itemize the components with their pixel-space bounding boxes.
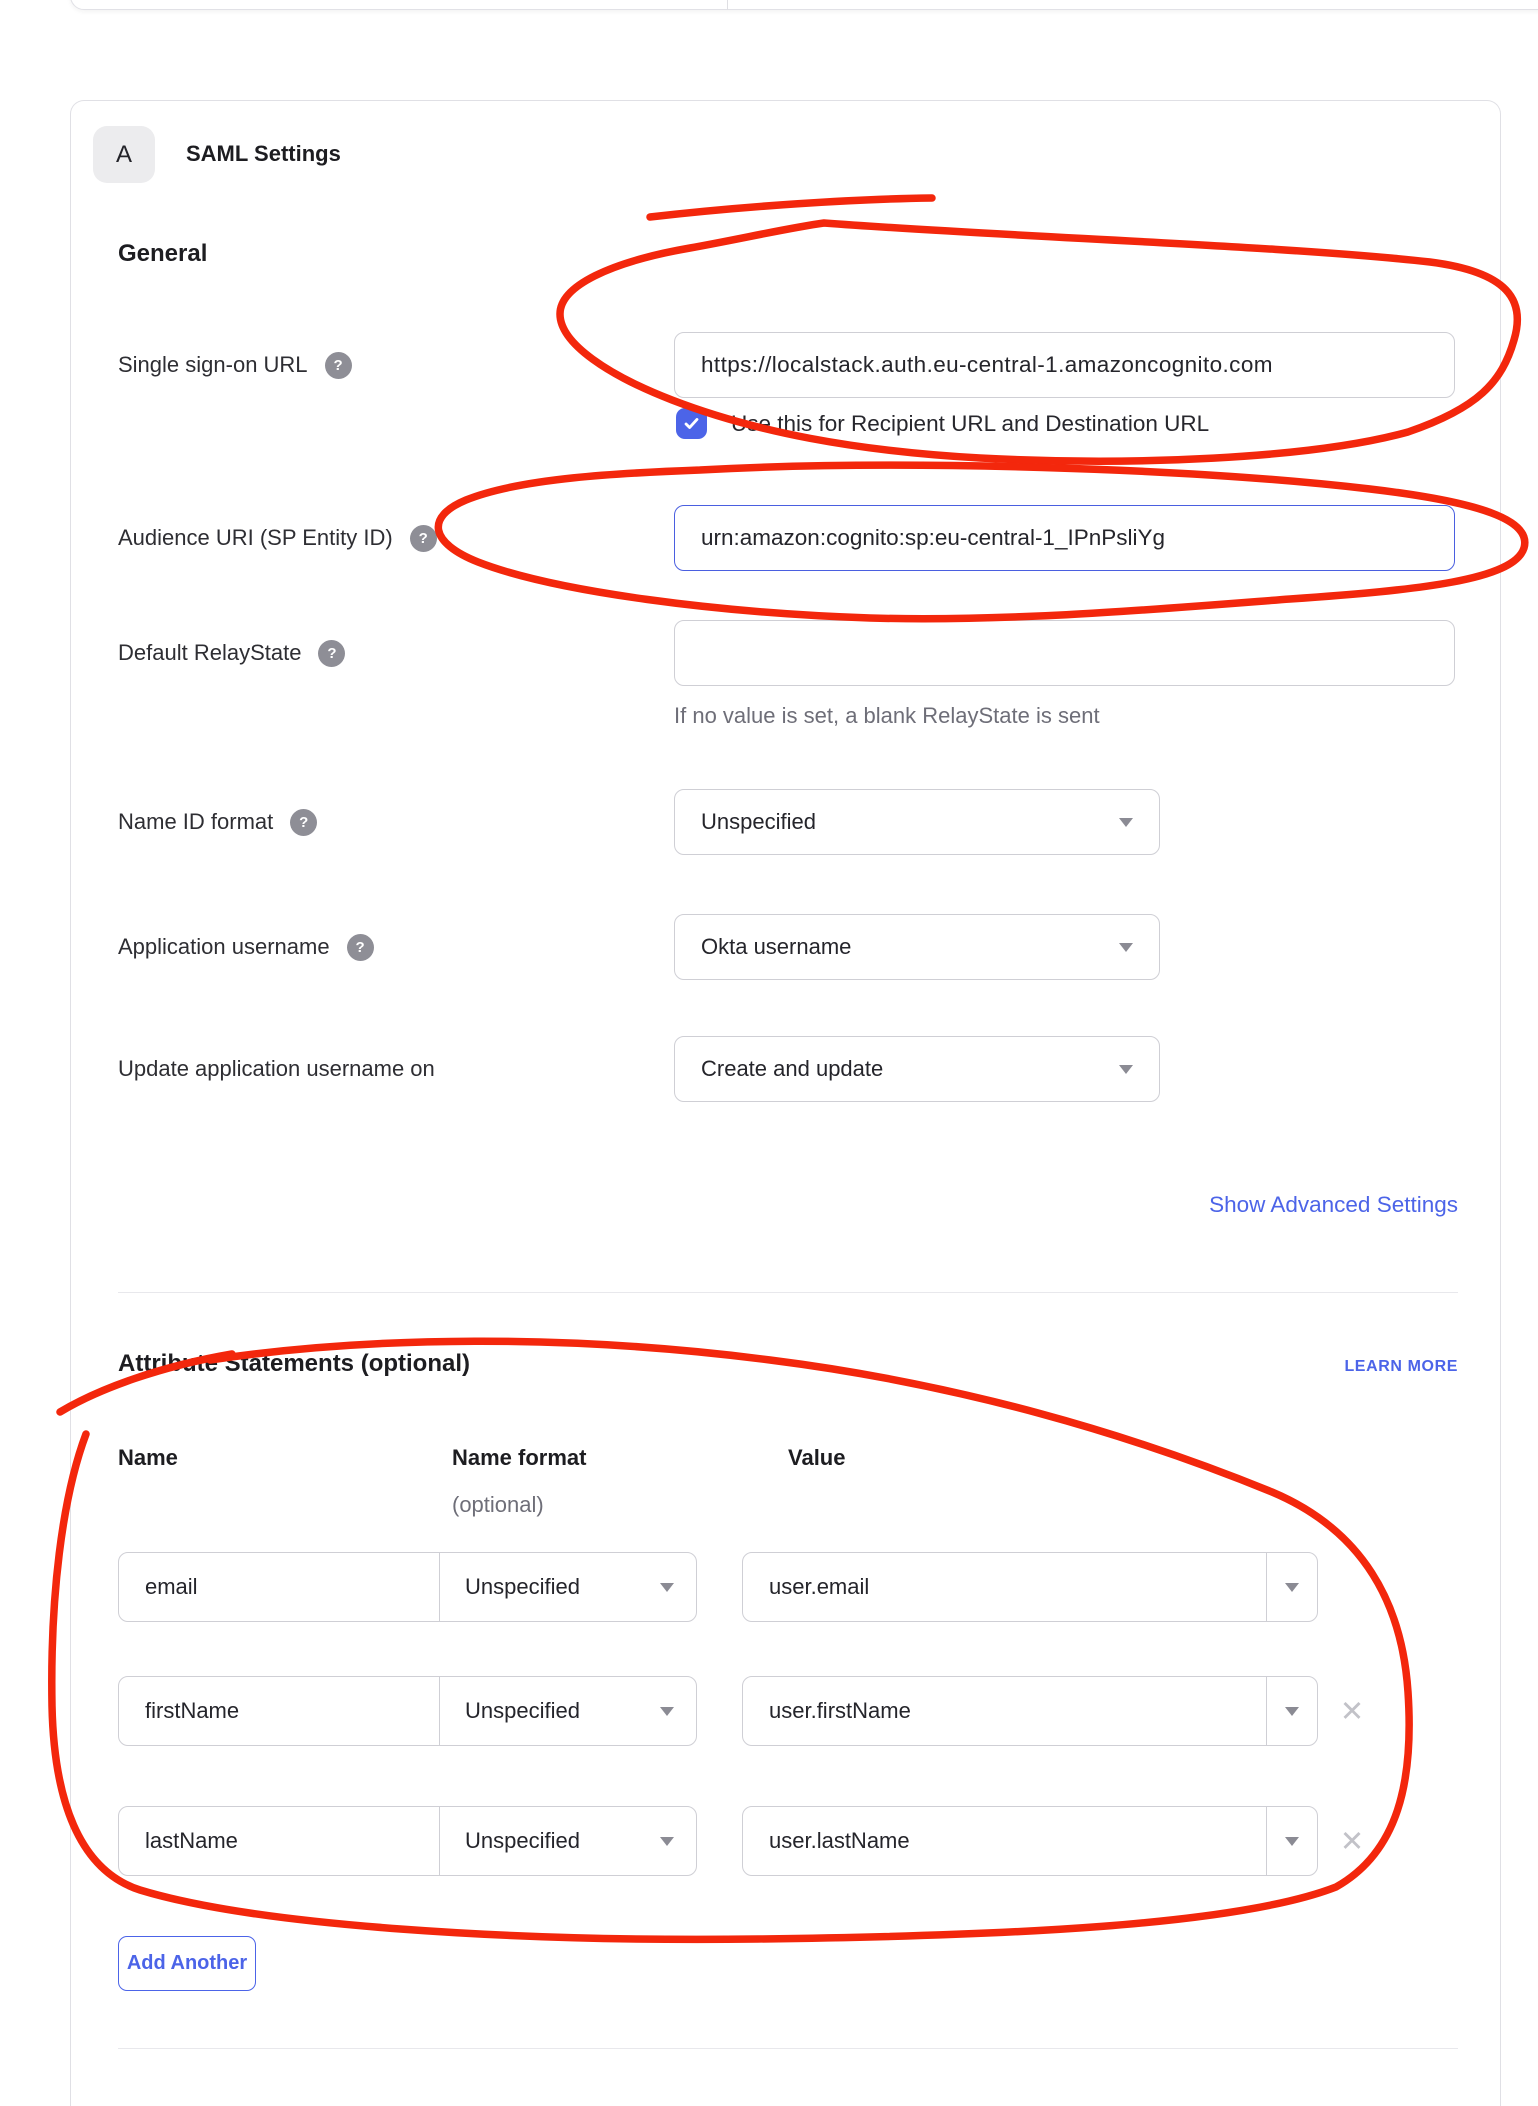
attribute-format-select[interactable] xyxy=(440,1807,696,1875)
application-username-help-icon[interactable]: ? xyxy=(347,934,374,961)
chevron-down-icon xyxy=(1119,943,1133,952)
attribute-row-name-format xyxy=(118,1806,697,1876)
chevron-down-icon xyxy=(1119,1065,1133,1074)
chevron-down-icon xyxy=(1119,818,1133,827)
section-divider xyxy=(118,1292,1458,1293)
show-advanced-settings-link[interactable]: Show Advanced Settings xyxy=(1209,1192,1458,1217)
attribute-value-text: user.lastName xyxy=(743,1807,1267,1875)
recipient-url-checkbox[interactable] xyxy=(676,408,707,439)
attribute-name-input[interactable]: firstName xyxy=(119,1677,440,1745)
chevron-down-icon xyxy=(1285,1583,1299,1592)
name-id-format-help-icon[interactable]: ? xyxy=(290,809,317,836)
previous-card-divider xyxy=(727,0,728,10)
chevron-down-icon xyxy=(660,1837,674,1846)
section-badge: A xyxy=(93,126,155,183)
checkmark-icon xyxy=(682,414,701,433)
column-header-name: Name xyxy=(118,1445,178,1470)
relay-state-label: Default RelayState xyxy=(118,640,302,665)
sso-url-label-row xyxy=(118,332,352,398)
attribute-value-text: user.email xyxy=(743,1553,1267,1621)
chevron-down-icon xyxy=(660,1707,674,1716)
audience-help-icon[interactable]: ? xyxy=(410,525,437,552)
attribute-statements-heading: Attribute Statements (optional) xyxy=(118,1350,470,1377)
attribute-format-select[interactable] xyxy=(440,1553,696,1621)
attribute-name-input[interactable]: email xyxy=(119,1553,440,1621)
attribute-format-select[interactable] xyxy=(440,1677,696,1745)
attribute-format-value: Unspecified xyxy=(465,1828,580,1853)
sso-url-input[interactable]: https://localstack.auth.eu-central-1.amazoncognito.com xyxy=(674,332,1455,398)
update-username-label: Update application username on xyxy=(118,1056,435,1081)
attribute-row-name-format xyxy=(118,1552,697,1622)
application-username-value: Okta username xyxy=(701,934,852,959)
delete-row-icon[interactable]: ✕ xyxy=(1339,1695,1365,1728)
add-another-button[interactable]: Add Another xyxy=(118,1936,256,1991)
attribute-row-name-format xyxy=(118,1676,697,1746)
attribute-value-select[interactable] xyxy=(742,1806,1318,1876)
application-username-label-row xyxy=(118,914,374,980)
attribute-value-text: user.firstName xyxy=(743,1677,1267,1745)
relay-state-label-row xyxy=(118,620,345,686)
audience-uri-label: Audience URI (SP Entity ID) xyxy=(118,525,393,550)
audience-uri-label-row xyxy=(118,505,437,571)
chevron-down-icon xyxy=(1285,1707,1299,1716)
sso-help-icon[interactable]: ? xyxy=(325,352,352,379)
audience-uri-input[interactable]: urn:amazon:cognito:sp:eu-central-1_IPnPsliYg xyxy=(674,505,1455,571)
previous-card-bottom-edge xyxy=(70,0,1538,10)
attribute-format-value: Unspecified xyxy=(465,1698,580,1723)
column-header-format: Name format xyxy=(452,1445,587,1470)
application-username-label: Application username xyxy=(118,934,330,959)
delete-row-icon[interactable]: ✕ xyxy=(1339,1825,1365,1858)
name-id-format-label-row xyxy=(118,789,317,855)
update-username-value: Create and update xyxy=(701,1056,884,1081)
name-id-format-label: Name ID format xyxy=(118,809,274,834)
attribute-value-select[interactable] xyxy=(742,1676,1318,1746)
page-title: SAML Settings xyxy=(186,141,341,166)
general-heading: General xyxy=(118,240,208,267)
recipient-url-checkbox-label: Use this for Recipient URL and Destination URL xyxy=(731,411,1210,436)
name-id-format-select[interactable] xyxy=(674,789,1160,855)
application-username-select[interactable] xyxy=(674,914,1160,980)
column-header-format-note: (optional) xyxy=(452,1492,544,1517)
chevron-down-icon xyxy=(660,1583,674,1592)
relay-state-helper-text: If no value is set, a blank RelayState is sent xyxy=(674,703,1100,728)
chevron-down-icon xyxy=(1285,1837,1299,1846)
update-username-label-row xyxy=(118,1036,435,1102)
sso-url-label: Single sign-on URL xyxy=(118,352,308,377)
bottom-divider xyxy=(118,2048,1458,2049)
relay-state-help-icon[interactable]: ? xyxy=(318,640,345,667)
attribute-value-select[interactable] xyxy=(742,1552,1318,1622)
attribute-value-caret[interactable] xyxy=(1267,1553,1317,1621)
attribute-value-caret[interactable] xyxy=(1267,1677,1317,1745)
learn-more-link[interactable]: LEARN MORE xyxy=(1344,1358,1458,1375)
relay-state-input[interactable] xyxy=(674,620,1455,686)
attribute-value-caret[interactable] xyxy=(1267,1807,1317,1875)
column-header-value: Value xyxy=(788,1445,846,1470)
attribute-name-input[interactable]: lastName xyxy=(119,1807,440,1875)
name-id-format-value: Unspecified xyxy=(701,809,816,834)
update-username-select[interactable] xyxy=(674,1036,1160,1102)
attribute-format-value: Unspecified xyxy=(465,1574,580,1599)
